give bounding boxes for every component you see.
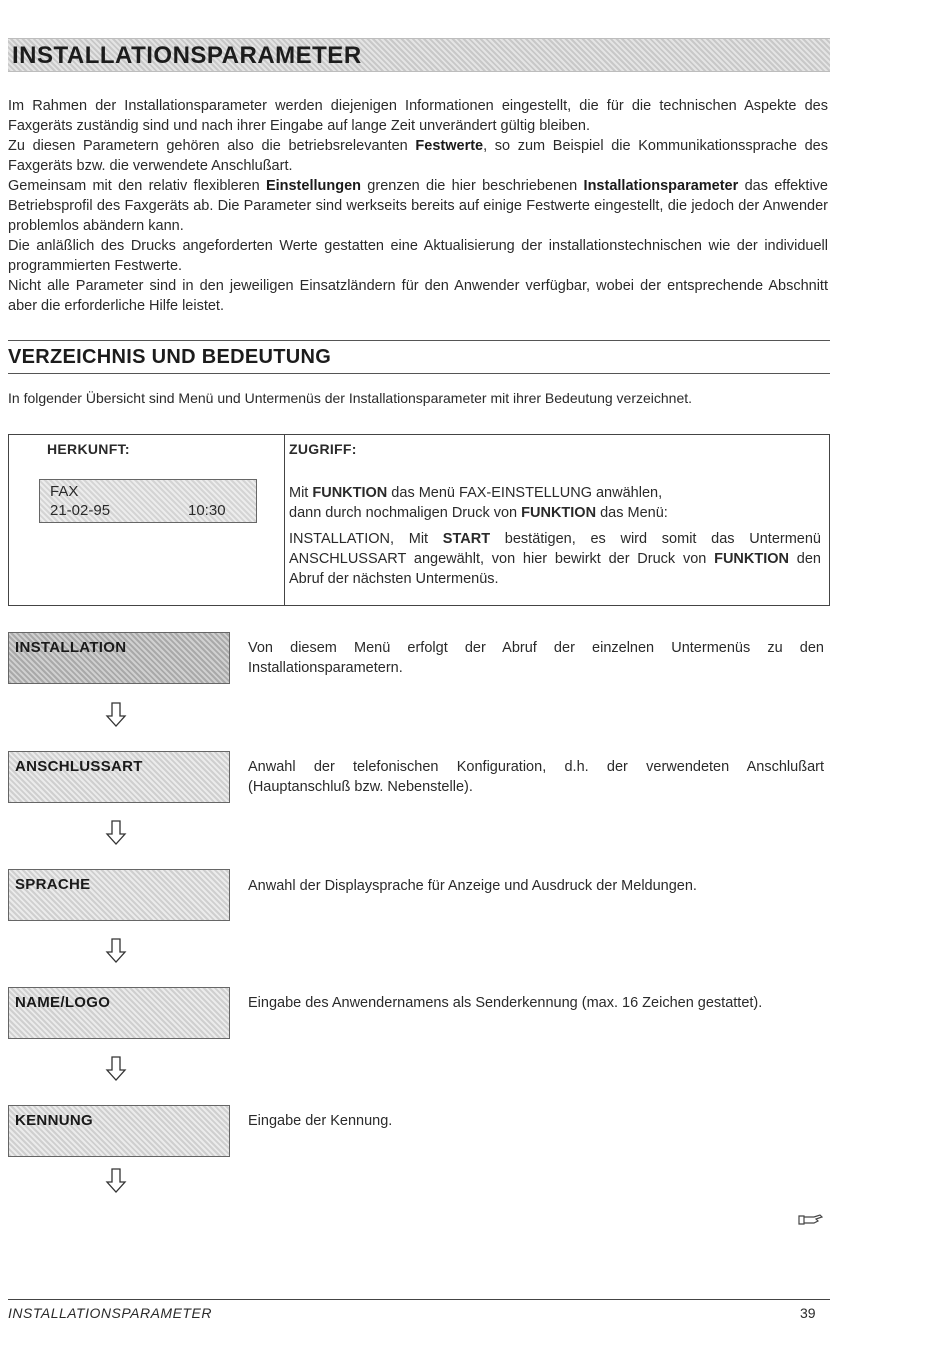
zugriff-line-2: dann durch nochmaligen Druck von FUNKTION das Menü: <box>289 505 668 521</box>
intro-paragraph-3: Gemeinsam mit den relativ flexibleren Einstellungen grenzen die hier beschriebenen Installationsparameter das effektive Betriebsprofil des Faxgeräts ab. Die Parameter sind werkseits bereits auf einige Festwerte eingestellt, die jedoch der Anwender problemlos abändern kann. <box>8 178 828 234</box>
down-arrow-icon <box>104 820 128 846</box>
menu-name-logo <box>8 987 230 1039</box>
zugriff-header: ZUGRIFF: <box>289 441 357 457</box>
lcd-display <box>39 479 257 523</box>
menu-description: Anwahl der telefonischen Konfiguration, d.h. der verwendeten Anschlußart (Hauptanschluß bzw. Nebenstelle). <box>248 759 824 795</box>
menu-description: Von diesem Menü erfolgt der Abruf der einzelnen Untermenüs zu den Installationsparametern. <box>248 640 824 676</box>
page-number: 39 <box>800 1305 816 1321</box>
menu-label: INSTALLATION <box>15 639 127 656</box>
intro-paragraph-2: Zu diesen Parametern gehören also die betriebsrelevanten Festwerte, so zum Beispiel die Kommunikationssprache des Faxgeräts bzw. die verwendete Anschlußart. <box>8 138 829 174</box>
access-table <box>8 434 830 606</box>
section-title: VERZEICHNIS UND BEDEUTUNG <box>8 346 332 368</box>
title-band <box>8 38 830 72</box>
zugriff-line-3: INSTALLATION, Mit START bestätigen, es wird somit das Untermenü ANSCHLUSSART angewählt, von hier bewirkt der Druck von FUNKTION den Abruf der nächsten Untermenüs. <box>289 531 821 587</box>
herkunft-header: HERKUNFT: <box>47 441 130 457</box>
menu-sprache <box>8 869 230 921</box>
down-arrow-icon <box>104 1168 128 1194</box>
lcd-date-text: 21-02-95 <box>50 502 111 519</box>
menu-label: KENNUNG <box>15 1112 93 1129</box>
menu-label: ANSCHLUSSART <box>15 758 143 775</box>
menu-description: Eingabe des Anwendernamens als Senderkennung (max. 16 Zeichen gestattet). <box>248 995 763 1011</box>
footer-divider <box>8 1299 830 1300</box>
hand-pointer-icon <box>798 1212 824 1226</box>
menu-anschlussart <box>8 751 230 803</box>
menu-installation <box>8 632 230 684</box>
lcd-time-text: 10:30 <box>188 502 226 519</box>
intro-paragraph-1: Im Rahmen der Installationsparameter werden diejenigen Informationen eingestellt, die für die technischen Aspekte des Faxgeräts zuständig sind und nach ihrer Eingabe auf lange Zeit unverändert gültig bleiben. <box>8 98 828 134</box>
zugriff-line-1: Mit FUNKTION das Menü FAX-EINSTELLUNG anwählen, <box>289 485 663 501</box>
menu-kennung <box>8 1105 230 1157</box>
menu-label: SPRACHE <box>15 876 91 893</box>
column-divider <box>284 435 285 605</box>
section-divider <box>8 373 830 374</box>
section-divider <box>8 340 830 341</box>
menu-label: NAME/LOGO <box>15 994 111 1011</box>
lcd-mode-text: FAX <box>50 483 79 500</box>
intro-paragraph-5: Nicht alle Parameter sind in den jeweiligen Einsatzländern für den Anwender verfügbar, wobei der entsprechende Abschnitt aber die erforderliche Hilfe leistet. <box>8 278 828 314</box>
overview-text: In folgender Übersicht sind Menü und Untermenüs der Installationsparameter mit ihrer Bedeutung verzeichnet. <box>8 390 693 406</box>
menu-description: Anwahl der Displaysprache für Anzeige und Ausdruck der Meldungen. <box>248 878 697 894</box>
footer-title: INSTALLATIONSPARAMETER <box>8 1305 212 1321</box>
down-arrow-icon <box>104 1056 128 1082</box>
down-arrow-icon <box>104 938 128 964</box>
page-title: INSTALLATIONSPARAMETER <box>12 42 362 69</box>
intro-paragraph-4: Die anläßlich des Drucks angeforderten Werte gestatten eine Aktualisierung der installationstechnischen wie der individuell programmierten Festwerte. <box>8 238 828 274</box>
menu-description: Eingabe der Kennung. <box>248 1113 393 1129</box>
down-arrow-icon <box>104 702 128 728</box>
